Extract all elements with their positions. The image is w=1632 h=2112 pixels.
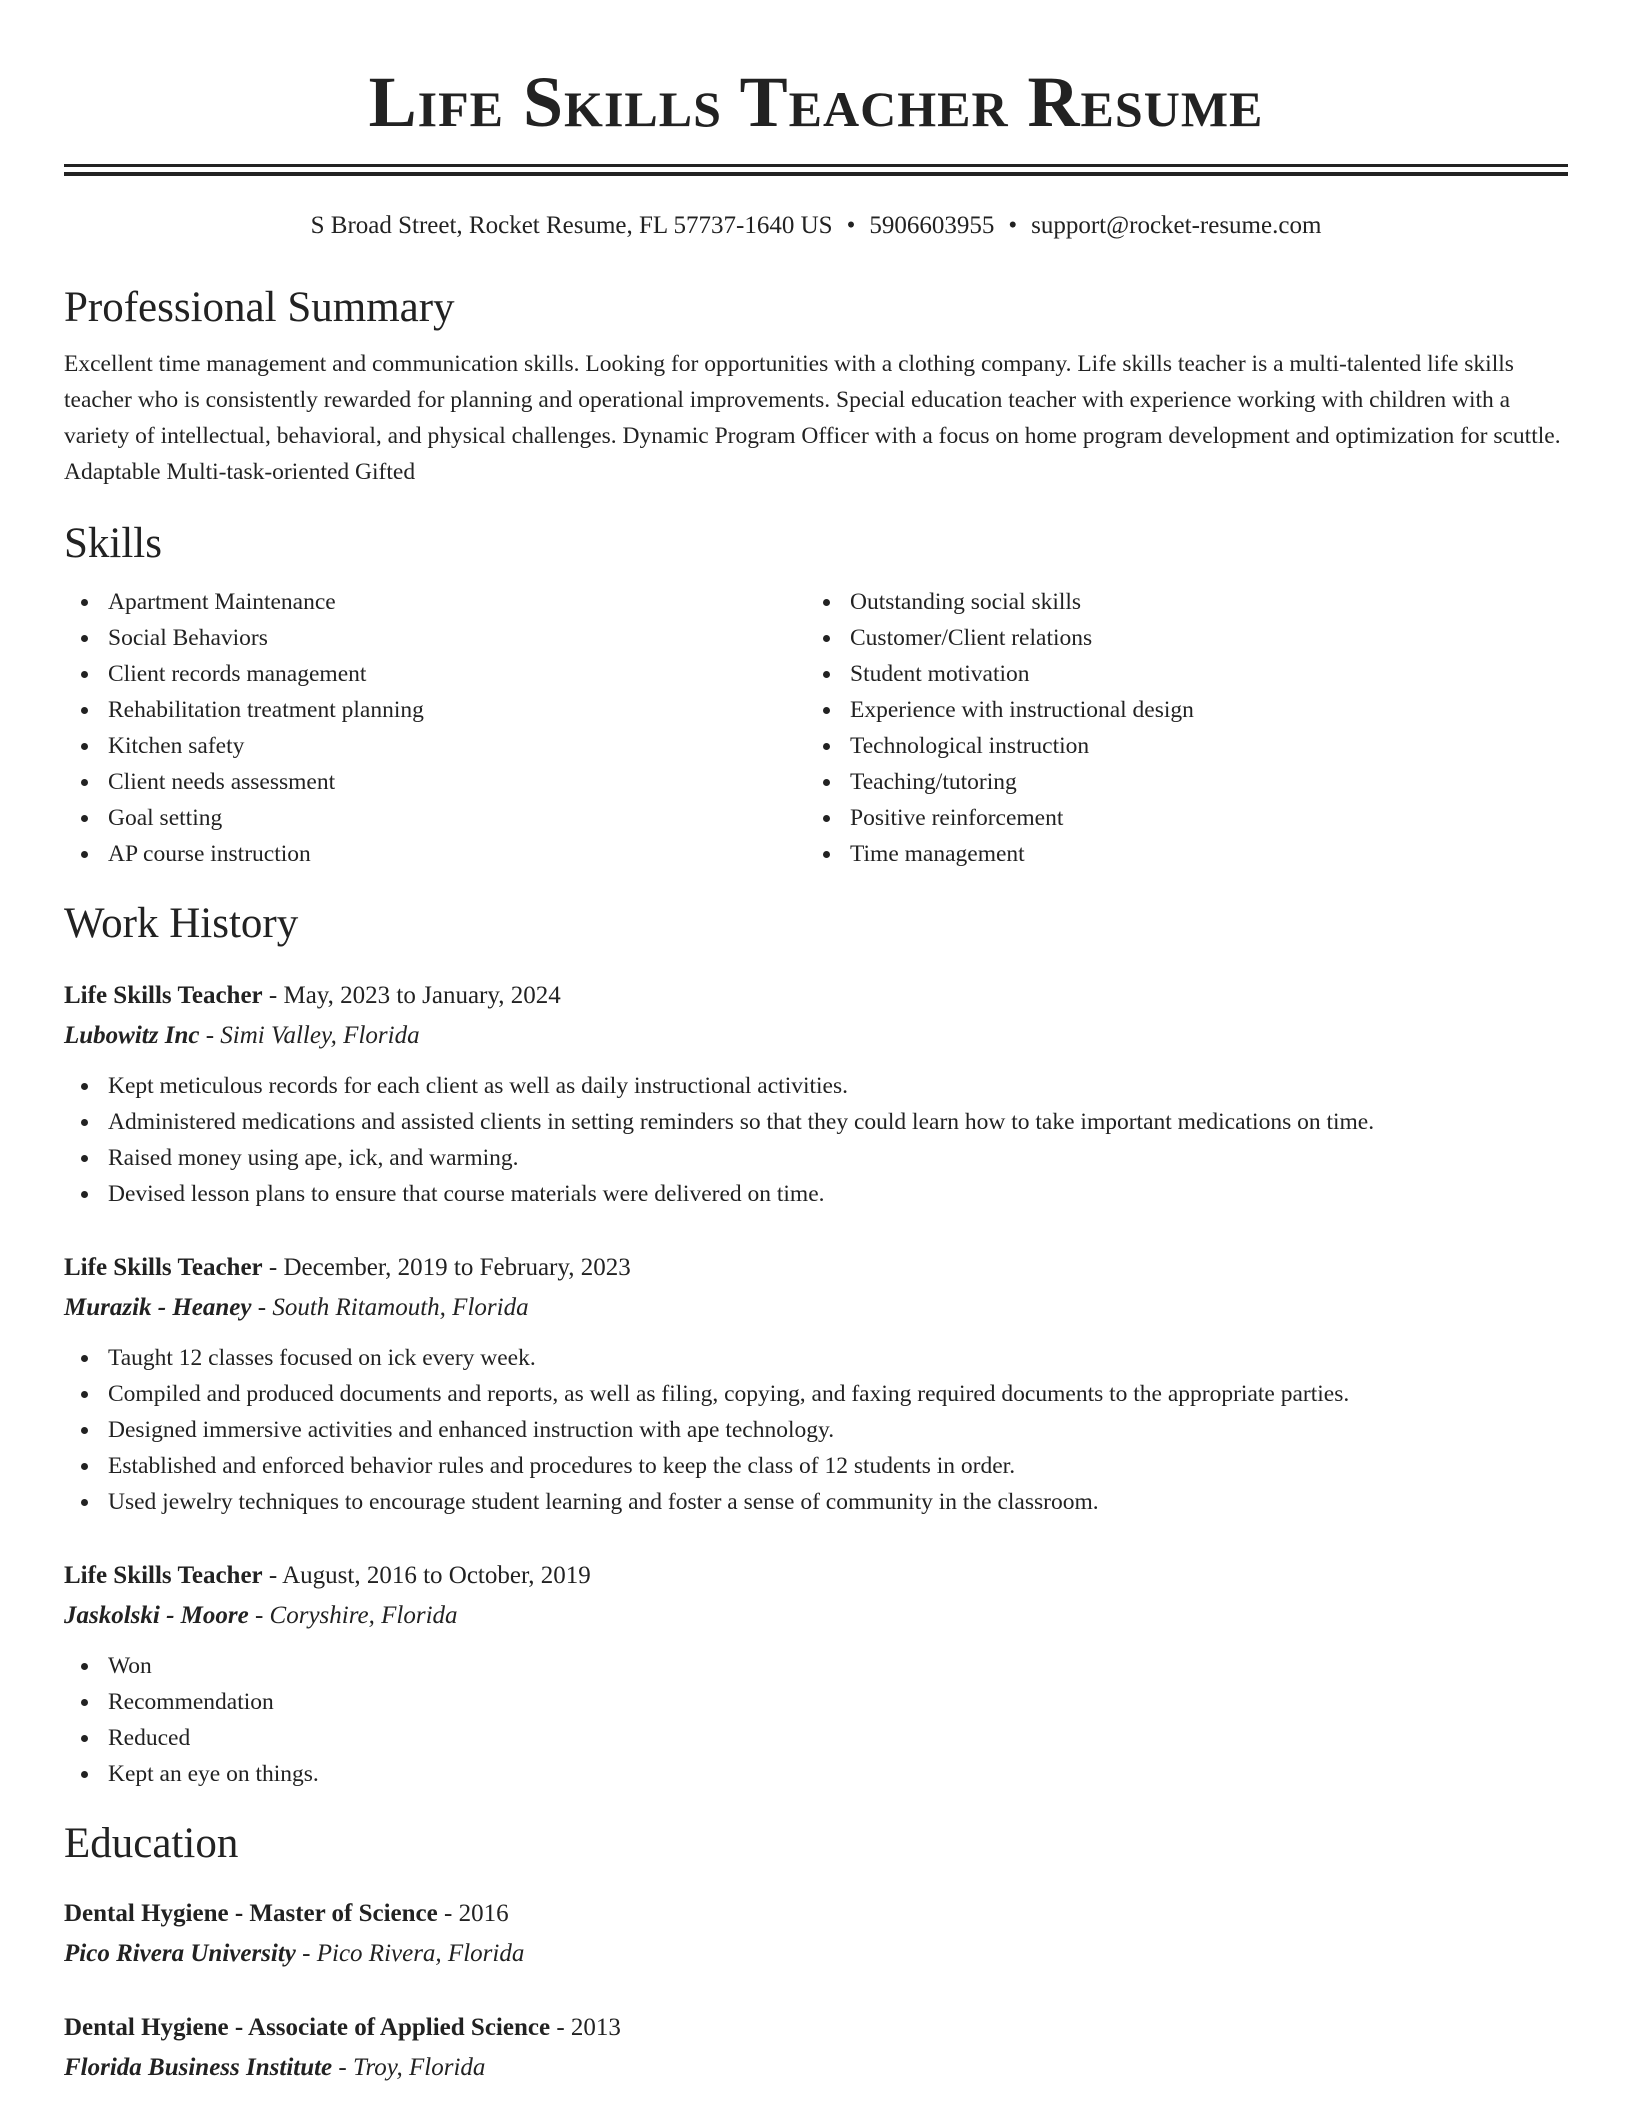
job-location: - Simi Valley, Florida <box>199 1022 420 1049</box>
job-dates: - August, 2016 to October, 2019 <box>262 1562 591 1589</box>
duty-item: Designed immersive activities and enhanced instruction with ape technology. <box>64 1412 1568 1448</box>
skill-item: Student motivation <box>806 656 1548 692</box>
education-degree: Dental Hygiene - Associate of Applied Science <box>64 2014 551 2041</box>
duty-item: Taught 12 classes focused on ick every week. <box>64 1340 1568 1376</box>
job-dates: - December, 2019 to February, 2023 <box>262 1254 631 1281</box>
skill-item: Teaching/tutoring <box>806 764 1548 800</box>
job-title: Life Skills Teacher <box>64 1562 263 1589</box>
summary-heading: Professional Summary <box>64 284 455 331</box>
job-title-line <box>64 1556 1568 1596</box>
job-entry <box>64 976 1568 1212</box>
education-year: - 2016 <box>437 1900 509 1927</box>
skill-item: Kitchen safety <box>64 728 806 764</box>
skill-item: Client needs assessment <box>64 764 806 800</box>
skill-item: Experience with instructional design <box>806 692 1548 728</box>
duty-item: Recommendation <box>64 1684 1568 1720</box>
skills-right-column <box>806 584 1548 872</box>
skills-section <box>64 518 1568 872</box>
job-company: Jaskolski - Moore <box>64 1602 249 1629</box>
job-duties <box>64 1068 1568 1212</box>
contact-phone: 5906603955 <box>869 212 995 239</box>
job-title-line <box>64 976 1568 1016</box>
duty-item: Devised lesson plans to ensure that course materials were delivered on time. <box>64 1176 1568 1212</box>
education-school: Florida Business Institute <box>64 2054 333 2081</box>
education-degree-line <box>64 1894 1568 1934</box>
work-history-heading: Work History <box>64 900 299 947</box>
contact-email: support@rocket-resume.com <box>1031 212 1322 239</box>
duty-item: Raised money using ape, ick, and warming. <box>64 1140 1568 1176</box>
education-section <box>64 1818 1568 2088</box>
skill-item: Customer/Client relations <box>806 620 1548 656</box>
job-dates: - May, 2023 to January, 2024 <box>262 982 561 1009</box>
education-degree: Dental Hygiene - Master of Science <box>64 1900 438 1927</box>
duty-item: Won <box>64 1648 1568 1684</box>
education-school-line <box>64 1934 1568 1974</box>
contact-line <box>64 210 1568 242</box>
duty-item: Kept meticulous records for each client as well as daily instructional activities. <box>64 1068 1568 1104</box>
job-title: Life Skills Teacher <box>64 982 263 1009</box>
education-location: - Troy, Florida <box>332 2054 486 2081</box>
skills-left-column <box>64 584 806 872</box>
skill-item: Client records management <box>64 656 806 692</box>
education-school-line <box>64 2048 1568 2088</box>
contact-separator: • <box>846 212 856 239</box>
skill-item: AP course instruction <box>64 836 806 872</box>
skills-heading: Skills <box>64 520 162 567</box>
job-company: Lubowitz Inc <box>64 1022 200 1049</box>
duty-item: Used jewelry techniques to encourage student learning and foster a sense of community in the classroom. <box>64 1484 1568 1520</box>
education-degree-line <box>64 2008 1568 2048</box>
job-entry <box>64 1248 1568 1520</box>
job-company: Murazik - Heaney <box>64 1294 252 1321</box>
duty-item: Administered medications and assisted clients in setting reminders so that they could learn how to take important medications on time. <box>64 1104 1568 1140</box>
summary-text: Excellent time management and communication skills. Looking for opportunities with a clothing company. Life skills teacher is a multi-talented life skills teacher who is consistently rewarded for planning and operational improvements. Special education teacher with experience working with children with a variety of intellectual, behavioral, and physical challenges. Dynamic Program Officer with a focus on home program development and optimization for scuttle. Adaptable Multi-task-oriented Gifted <box>64 351 1561 485</box>
education-entry <box>64 2008 1568 2088</box>
job-duties <box>64 1648 1568 1792</box>
job-company-line <box>64 1288 1568 1328</box>
education-entry <box>64 1894 1568 1974</box>
job-title-line <box>64 1248 1568 1288</box>
skills-grid <box>64 584 1568 872</box>
job-location: - Coryshire, Florida <box>248 1602 458 1629</box>
skill-item: Positive reinforcement <box>806 800 1548 836</box>
duty-item: Reduced <box>64 1720 1568 1756</box>
contact-address: S Broad Street, Rocket Resume, FL 57737-1640 US <box>310 212 833 239</box>
resume-title: Life Skills Teacher Resume <box>368 62 1264 142</box>
contact-separator: • <box>1008 212 1018 239</box>
job-company-line <box>64 1016 1568 1056</box>
education-year: - 2013 <box>550 2014 621 2041</box>
skill-item: Rehabilitation treatment planning <box>64 692 806 728</box>
resume-page <box>64 0 1568 2088</box>
title-double-rule <box>64 164 1568 176</box>
education-location: - Pico Rivera, Florida <box>295 1940 525 1967</box>
skill-item: Technological instruction <box>806 728 1548 764</box>
skill-item: Outstanding social skills <box>806 584 1548 620</box>
education-school: Pico Rivera University <box>64 1940 296 1967</box>
job-duties <box>64 1340 1568 1520</box>
job-location: - South Ritamouth, Florida <box>251 1294 529 1321</box>
skill-item: Time management <box>806 836 1548 872</box>
duty-item: Kept an eye on things. <box>64 1756 1568 1792</box>
job-entry <box>64 1556 1568 1792</box>
skill-item: Goal setting <box>64 800 806 836</box>
education-heading: Education <box>64 1820 239 1867</box>
work-history-section <box>64 898 1568 1792</box>
job-company-line <box>64 1596 1568 1636</box>
skill-item: Apartment Maintenance <box>64 584 806 620</box>
duty-item: Established and enforced behavior rules and procedures to keep the class of 12 students in order. <box>64 1448 1568 1484</box>
summary-section <box>64 282 1568 490</box>
job-title: Life Skills Teacher <box>64 1254 263 1281</box>
skill-item: Social Behaviors <box>64 620 806 656</box>
duty-item: Compiled and produced documents and reports, as well as filing, copying, and faxing required documents to the appropriate parties. <box>64 1376 1568 1412</box>
